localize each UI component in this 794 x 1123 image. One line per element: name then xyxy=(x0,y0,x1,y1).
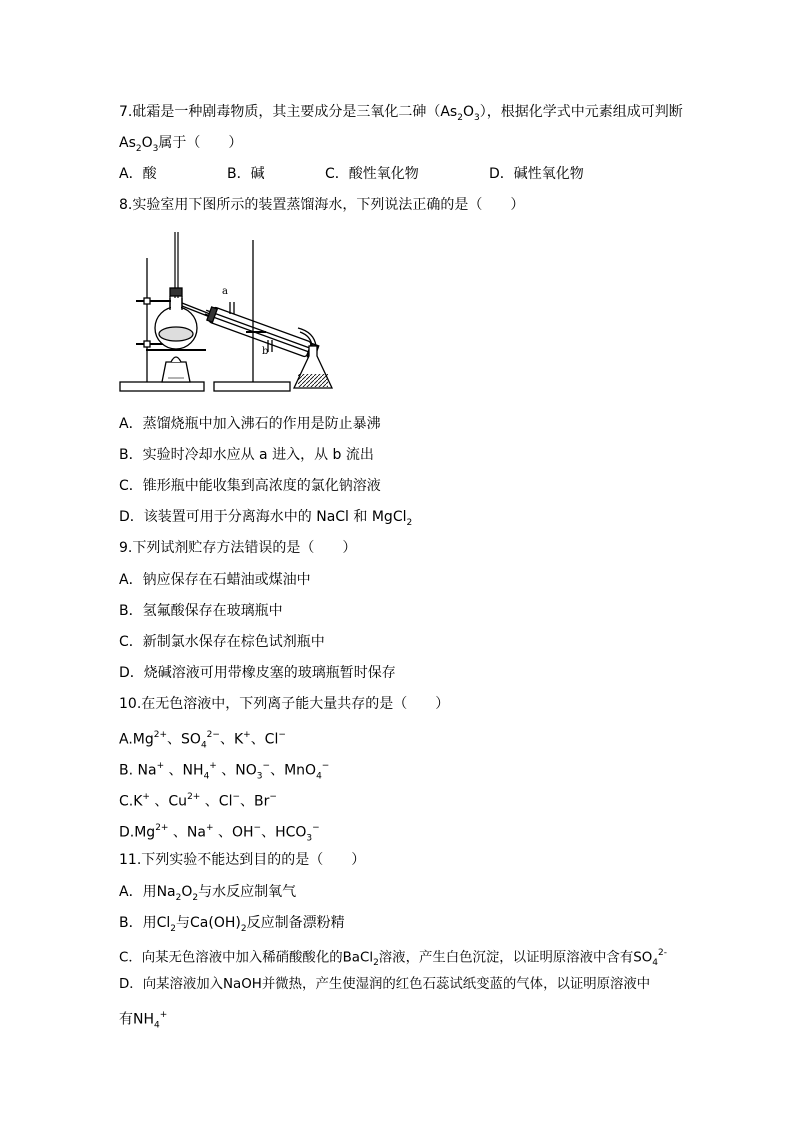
q7-option-c: C．酸性氧化物 xyxy=(325,166,419,182)
q10-option-c: C.K+ 、$Cu^{2+}$ 、Cl−、Br− xyxy=(119,792,277,810)
left-stand-base xyxy=(120,382,204,391)
q7-option-d: D．碱性氧化物 xyxy=(489,166,584,182)
q10-option-a: $A.Mg^{2+}$、$SO_4^{2-}$、K+、Cl− xyxy=(119,730,286,751)
q9-option-d: D．烧碱溶液可用带橡皮塞的玻璃瓶暂时保存 xyxy=(119,665,396,681)
q7-stem-line1: 7.砒霜是一种剧毒物质，其主要成分是三氧化二砷$(As_2O_3)$，根据化学式中元素组成可判断 xyxy=(119,104,683,123)
q10-option-d: $D.Mg^{2+}$ 、Na+ 、OH−、$HCO_3^-$ xyxy=(119,823,320,844)
q9-option-c: C．新制氯水保存在棕色试剂瓶中 xyxy=(119,634,325,650)
q7-option-b: B．碱 xyxy=(227,166,265,182)
label-b: b xyxy=(262,346,269,357)
q11-option-c: C．向某无色溶液中加入稀硝酸酸化的BaCl$_2$溶液，产生白色沉淀，以证明原溶液中含有$SO_4^{2-}$ xyxy=(119,948,667,969)
q9-option-b: B．氢氟酸保存在玻璃瓶中 xyxy=(119,603,283,619)
q11-option-b: B．用$Cl_2$与$Ca(OH)_2$反应制备漂粉精 xyxy=(119,915,345,934)
q10-option-b: B. Na+ 、$NH_4^+$ 、$NO_3^-$、MnO$_4$− xyxy=(119,761,330,782)
q7-stem-line2: $As_2O_3$属于（ ） xyxy=(119,135,243,154)
q7-options xyxy=(119,166,584,182)
q9-stem: 9.下列试剂贮存方法错误的是（ ） xyxy=(119,540,357,556)
distillation-apparatus-figure xyxy=(118,228,338,394)
q7-option-a: A．酸 xyxy=(119,166,157,182)
right-stand-base xyxy=(214,382,290,391)
q11-stem: 11.下列实验不能达到目的的是（ ） xyxy=(119,852,366,868)
q11-option-a: A．用$Na_2O_2$与水反应制氧气 xyxy=(119,884,297,903)
q10-stem: 10.在无色溶液中，下列离子能大量共存的是（ ） xyxy=(119,696,450,712)
q8-option-d: D．该装置可用于分离海水中的 NaCl 和 MgCl$_2$ xyxy=(119,509,413,528)
q9-option-a: A．钠应保存在石蜡油或煤油中 xyxy=(119,572,311,588)
q8-option-a: A．蒸馏烧瓶中加入沸石的作用是防止暴沸 xyxy=(119,416,381,432)
label-a: a xyxy=(222,286,228,297)
q8-option-c: C．锥形瓶中能收集到高浓度的氯化钠溶液 xyxy=(119,478,381,494)
q11-option-d-line2: 有$NH_4^+$ xyxy=(119,1010,168,1031)
alcohol-lamp xyxy=(162,362,190,382)
q8-stem: 8.实验室用下图所示的装置蒸馏海水，下列说法正确的是（ ） xyxy=(119,197,525,213)
q8-option-b: B．实验时冷却水应从 a 进入，从 b 流出 xyxy=(119,447,374,463)
q11-option-d-line1: D．向某溶液加入NaOH并微热，产生使湿润的红色石蕊试纸变蓝的气体，以证明原溶液中 xyxy=(119,977,651,992)
